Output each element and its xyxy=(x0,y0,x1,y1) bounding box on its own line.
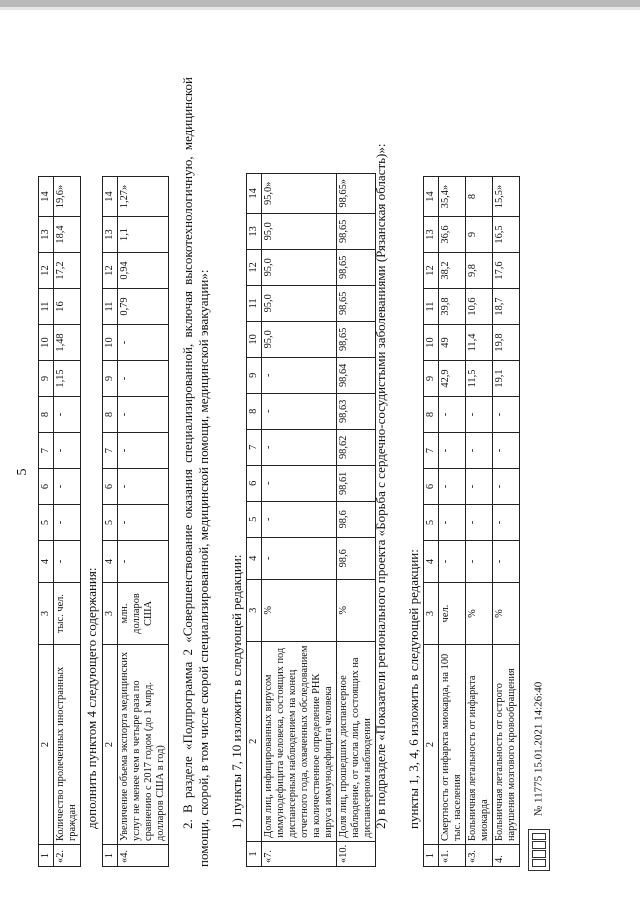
table-cell: 98,65 xyxy=(337,213,376,249)
table-cell: 39,8 xyxy=(439,289,466,325)
indicator-name-cell: Доля лиц, инфицированных вирусом иммунодефицита человека, состоящих под диспансерным наблюдением на конец отчетного года, охваченных обследованием на количественное определение РНК вируса иммунодефицита человека xyxy=(262,641,337,841)
header-cell: 14 xyxy=(247,173,262,213)
header-cell: 14 xyxy=(103,177,118,217)
table-row xyxy=(54,177,81,867)
table-cell: 95,0 xyxy=(262,285,337,321)
header-cell: 13 xyxy=(39,217,54,253)
header-cell: 13 xyxy=(424,217,439,253)
table-items-7-10 xyxy=(246,173,376,867)
table-top xyxy=(38,176,81,867)
header-cell: 11 xyxy=(39,289,54,325)
table-cell: - xyxy=(466,541,493,583)
table-cell: 10,6 xyxy=(466,289,493,325)
table-cell: - xyxy=(118,469,169,505)
table-cell: - xyxy=(493,397,520,433)
table-cell: % xyxy=(493,583,520,645)
header-cell: 9 xyxy=(424,361,439,397)
table-cell: - xyxy=(439,397,466,433)
table-cell: - xyxy=(439,469,466,505)
table-cell: 17,2 xyxy=(54,253,81,289)
header-cell: 7 xyxy=(424,433,439,469)
table-cell: - xyxy=(439,505,466,541)
header-cell: 12 xyxy=(424,253,439,289)
table-cell: 8 xyxy=(466,177,493,217)
table-row xyxy=(493,177,520,867)
table-cell: 95,0» xyxy=(262,173,337,213)
indicator-name-cell: Смертность от инфаркта миокарда, на 100 тыс. населения xyxy=(439,645,466,845)
table-cell: - xyxy=(493,433,520,469)
table-row xyxy=(118,177,169,867)
header-cell: 3 xyxy=(247,579,262,641)
paragraph-items-1-3-4-6: пункты 1, 3, 4, 6 изложить в следующей редакции: xyxy=(406,549,421,829)
table-header-row xyxy=(39,177,54,867)
header-cell: 10 xyxy=(424,325,439,361)
table-cell: - xyxy=(493,469,520,505)
table-cell: 0,79 xyxy=(118,289,169,325)
table-cell: - xyxy=(54,433,81,469)
table-cell: 36,6 xyxy=(439,217,466,253)
registration-number: № 11775 15.01.2021 14:26:40 xyxy=(532,681,545,817)
header-cell: 4 xyxy=(103,541,118,583)
table-cell: - xyxy=(262,429,337,465)
table-items-1-3-4 xyxy=(423,176,520,867)
table-cell: 35,4» xyxy=(439,177,466,217)
header-cell: 1 xyxy=(39,845,54,867)
table-cell: 49 xyxy=(439,325,466,361)
header-cell: 1 xyxy=(247,841,262,866)
table-row xyxy=(262,173,337,866)
table-row xyxy=(439,177,466,867)
header-cell: 11 xyxy=(247,285,262,321)
table-cell: 98,62 xyxy=(337,429,376,465)
header-cell: 3 xyxy=(424,583,439,645)
table-cell: - xyxy=(54,397,81,433)
paragraph-add-item-4: дополнить пунктом 4 следующего содержания: xyxy=(84,567,99,829)
table-cell: - xyxy=(54,541,81,583)
paragraph-regional-project: 2) в подразделе «Показатели регионального проекта «Борьба с сердечно-сосудистыми заболеваниями (Рязанская область)»: xyxy=(373,143,388,829)
table-cell: - xyxy=(466,505,493,541)
table-cell: 17,6 xyxy=(493,253,520,289)
header-cell: 10 xyxy=(39,325,54,361)
table-cell: 0,94 xyxy=(118,253,169,289)
header-cell: 8 xyxy=(103,397,118,433)
header-cell: 6 xyxy=(424,469,439,505)
header-cell: 12 xyxy=(39,253,54,289)
table-cell: 16 xyxy=(54,289,81,325)
header-cell: 5 xyxy=(247,501,262,537)
barcode-stamp-icon xyxy=(528,829,550,871)
table-top-block xyxy=(38,77,81,867)
header-cell: 8 xyxy=(39,397,54,433)
table-cell: 98,63 xyxy=(337,393,376,429)
table-cell: 11,4 xyxy=(466,325,493,361)
header-cell: 11 xyxy=(103,289,118,325)
header-cell: 2 xyxy=(247,641,262,841)
paragraph-items-7-10: 1) пункты 7, 10 изложить в следующей редакции: xyxy=(229,554,244,829)
indicator-name-cell: Больничная летальность от инфаркта миокарда xyxy=(466,645,493,845)
table-cell: - xyxy=(439,433,466,469)
table-cell: «2. xyxy=(54,845,81,867)
indicator-name-cell: Количество пролеченных иностранных граждан xyxy=(54,645,81,845)
table-row xyxy=(337,173,376,866)
table-cell: - xyxy=(262,357,337,393)
indicator-name-cell: Увеличение объема экспорта медицинских услуг не менее чем в четыре раза по сравнению с 2017 годом (до 1 млрд. долларов США в год) xyxy=(118,645,169,845)
header-cell: 9 xyxy=(103,361,118,397)
header-cell: 9 xyxy=(39,361,54,397)
header-cell: 8 xyxy=(247,393,262,429)
table-cell: «1. xyxy=(439,845,466,867)
table-cell: 16,5 xyxy=(493,217,520,253)
table-cell: 98,65» xyxy=(337,173,376,213)
table-cell: 98,6 xyxy=(337,501,376,537)
table-item-4-block xyxy=(102,77,169,867)
header-cell: 2 xyxy=(103,645,118,845)
table-items-7-10-block xyxy=(246,77,376,867)
table-cell: 18,4 xyxy=(54,217,81,253)
table-cell: тыс. чел. xyxy=(54,583,81,645)
header-cell: 13 xyxy=(103,217,118,253)
table-cell: 1,48 xyxy=(54,325,81,361)
table-cell: 18,7 xyxy=(493,289,520,325)
table-cell: 98,65 xyxy=(337,249,376,285)
table-cell: 98,65 xyxy=(337,321,376,357)
table-cell: «10. xyxy=(337,841,376,866)
table-cell: - xyxy=(118,361,169,397)
table-cell: 98,61 xyxy=(337,465,376,501)
table-cell: млн. долларов США xyxy=(118,583,169,645)
header-cell: 9 xyxy=(247,357,262,393)
table-cell: 98,64 xyxy=(337,357,376,393)
table-cell: - xyxy=(118,541,169,583)
table-cell: - xyxy=(118,397,169,433)
header-cell: 14 xyxy=(424,177,439,217)
table-cell: 95,0 xyxy=(262,213,337,249)
page-number: 5 xyxy=(15,468,30,476)
table-cell: - xyxy=(54,469,81,505)
header-cell: 6 xyxy=(103,469,118,505)
table-cell: % xyxy=(337,579,376,641)
header-cell: 10 xyxy=(247,321,262,357)
table-cell: - xyxy=(262,465,337,501)
header-cell: 1 xyxy=(424,845,439,867)
table-cell: 19,8 xyxy=(493,325,520,361)
table-cell: 98,65 xyxy=(337,285,376,321)
table-cell: 19,1 xyxy=(493,361,520,397)
header-cell: 2 xyxy=(424,645,439,845)
table-cell: «4. xyxy=(118,845,169,867)
header-cell: 3 xyxy=(39,583,54,645)
table-cell: - xyxy=(439,541,466,583)
table-cell: % xyxy=(262,579,337,641)
header-cell: 7 xyxy=(103,433,118,469)
header-cell: 4 xyxy=(247,537,262,579)
table-cell: - xyxy=(493,505,520,541)
header-cell: 5 xyxy=(103,505,118,541)
table-cell: чел. xyxy=(439,583,466,645)
header-cell: 7 xyxy=(39,433,54,469)
header-cell: 10 xyxy=(103,325,118,361)
table-row xyxy=(466,177,493,867)
table-cell: 15,5» xyxy=(493,177,520,217)
header-cell: 5 xyxy=(39,505,54,541)
table-cell: % xyxy=(466,583,493,645)
table-cell: 95,0 xyxy=(262,249,337,285)
table-cell: 1,27» xyxy=(118,177,169,217)
table-cell: - xyxy=(466,469,493,505)
paragraph-section-2: 2. В разделе «Подпрограмма 2 «Совершенствование оказания специализированной, включая высокотехнологичную, медицинской помощи, скорой, в том числе скорой специализированной, медицинской помощи, медицинской эвакуации»: xyxy=(180,77,211,867)
table-cell: - xyxy=(118,505,169,541)
table-cell: 9 xyxy=(466,217,493,253)
table-cell: 42,9 xyxy=(439,361,466,397)
header-cell: 5 xyxy=(424,505,439,541)
table-cell: 9,8 xyxy=(466,253,493,289)
table-cell: «3. xyxy=(466,845,493,867)
header-cell: 7 xyxy=(247,429,262,465)
table-cell: «7. xyxy=(262,841,337,866)
table-cell: 11,5 xyxy=(466,361,493,397)
table-header-row xyxy=(247,173,262,866)
table-cell: 38,2 xyxy=(439,253,466,289)
header-cell: 3 xyxy=(103,583,118,645)
table-cell: - xyxy=(54,505,81,541)
table-cell: - xyxy=(118,325,169,361)
header-cell: 14 xyxy=(39,177,54,217)
indicator-name-cell: Больничная летальность от острого нарушения мозгового кровообращения xyxy=(493,645,520,845)
table-cell: 19,6» xyxy=(54,177,81,217)
table-cell: 1,1 xyxy=(118,217,169,253)
table-cell: 95,0 xyxy=(262,321,337,357)
table-cell: 1,15 xyxy=(54,361,81,397)
header-cell: 11 xyxy=(424,289,439,325)
header-cell: 12 xyxy=(103,253,118,289)
header-cell: 4 xyxy=(39,541,54,583)
header-cell: 13 xyxy=(247,213,262,249)
table-cell: - xyxy=(262,501,337,537)
header-cell: 1 xyxy=(103,845,118,867)
header-cell: 6 xyxy=(247,465,262,501)
table-header-row xyxy=(424,177,439,867)
header-cell: 6 xyxy=(39,469,54,505)
indicator-name-cell: Доля лиц, прошедших диспансерное наблюдение, от числа лиц, состоящих на диспансерном наблюдении xyxy=(337,641,376,841)
table-cell: 4. xyxy=(493,845,520,867)
table-cell: - xyxy=(262,393,337,429)
table-cell: 98,6 xyxy=(337,537,376,579)
table-cell: - xyxy=(118,433,169,469)
table-header-row xyxy=(103,177,118,867)
header-cell: 12 xyxy=(247,249,262,285)
table-cell: - xyxy=(466,433,493,469)
table-cell: - xyxy=(466,397,493,433)
header-cell: 4 xyxy=(424,541,439,583)
table-cell: - xyxy=(262,537,337,579)
header-cell: 2 xyxy=(39,645,54,845)
table-item-4 xyxy=(102,176,169,867)
header-cell: 8 xyxy=(424,397,439,433)
table-cell: - xyxy=(493,541,520,583)
table-items-1-3-4-block xyxy=(423,77,520,867)
